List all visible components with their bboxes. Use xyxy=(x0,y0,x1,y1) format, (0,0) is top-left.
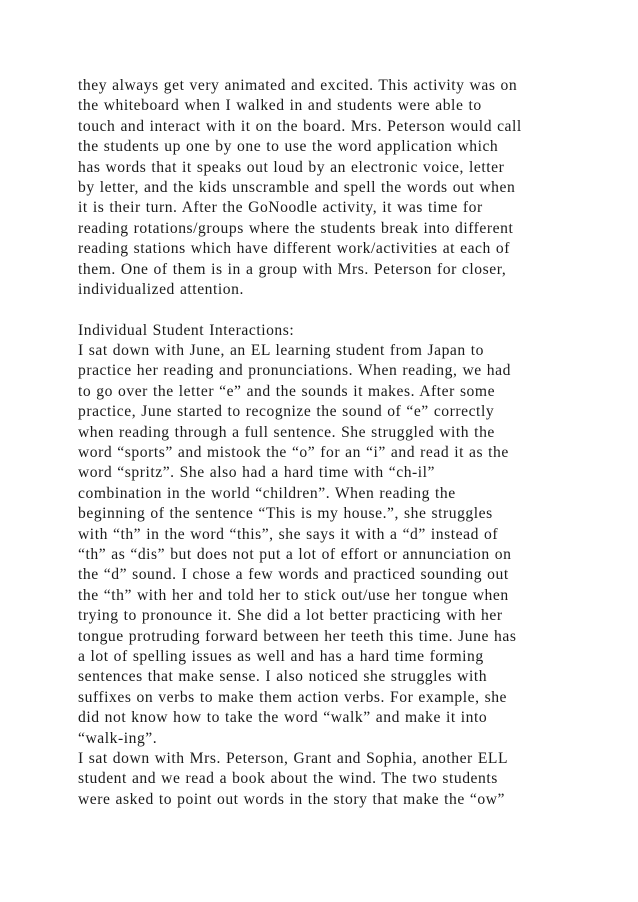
text-line: “th” as “dis” but does not put a lot of effort or annunciation on xyxy=(78,545,512,563)
paragraph-spacer xyxy=(78,300,578,320)
text-line: I sat down with Mrs. Peterson, Grant and Sophia, another ELL xyxy=(78,749,509,767)
text-line: when reading through a full sentence. She struggled with the xyxy=(78,423,495,441)
text-line: trying to pronounce it. She did a lot better practicing with her xyxy=(78,607,503,625)
text-line: it is their turn. After the GoNoodle activity, it was time for xyxy=(78,199,483,217)
text-line: word “sports” and mistook the “o” for an “i” and read it as the xyxy=(78,444,509,462)
text-line: practice, June started to recognize the sound of “e” correctly xyxy=(78,403,495,421)
paragraph-activity xyxy=(78,76,578,300)
text-line: by letter, and the kids unscramble and spell the words out when xyxy=(78,178,516,196)
text-line: the “d” sound. I chose a few words and practiced sounding out xyxy=(78,566,509,584)
text-line: I sat down with June, an EL learning student from Japan to xyxy=(78,342,485,360)
text-line: has words that it speaks out loud by an electronic voice, letter xyxy=(78,158,505,176)
text-line: they always get very animated and excited. This activity was on xyxy=(78,77,518,94)
document-body xyxy=(78,76,578,810)
text-line: the students up one by one to use the word application which xyxy=(78,138,499,156)
text-line: did not know how to take the word “walk” and make it into xyxy=(78,709,488,727)
paragraph-wind-book xyxy=(78,749,578,810)
text-line: sentences that make sense. I also noticed she struggles with xyxy=(78,668,488,686)
text-line: tongue protruding forward between her teeth this time. June has xyxy=(78,627,517,645)
text-line: the whiteboard when I walked in and students were able to xyxy=(78,97,482,115)
text-line: suffixes on verbs to make them action verbs. For example, she xyxy=(78,688,508,706)
text-line: combination in the world “children”. When reading the xyxy=(78,484,456,502)
text-line: touch and interact with it on the board. Mrs. Peterson would call xyxy=(78,117,522,135)
text-line: beginning of the sentence “This is my house.”, she struggles xyxy=(78,505,493,523)
text-line: student and we read a book about the wind. The two students xyxy=(78,770,498,788)
text-line: were asked to point out words in the story that make the “ow” xyxy=(78,790,506,808)
text-line: word “spritz”. She also had a hard time with “ch-il” xyxy=(78,464,436,482)
text-line: reading rotations/groups where the students break into different xyxy=(78,219,514,237)
text-line: “walk-ing”. xyxy=(78,729,158,747)
text-line: with “th” in the word “this”, she says it with a “d” instead of xyxy=(78,525,499,543)
text-line: practice her reading and pronunciations. When reading, we had xyxy=(78,362,511,380)
text-line: reading stations which have different work/activities at each of xyxy=(78,240,511,258)
text-line: them. One of them is in a group with Mrs. Peterson for closer, xyxy=(78,260,507,278)
text-line: a lot of spelling issues as well and has a hard time forming xyxy=(78,647,484,665)
text-line: the “th” with her and told her to stick out/use her tongue when xyxy=(78,586,509,604)
section-heading: Individual Student Interactions: xyxy=(78,321,295,339)
text-line: to go over the letter “e” and the sounds it makes. After some xyxy=(78,382,496,400)
paragraph-june xyxy=(78,341,578,749)
text-line: individualized attention. xyxy=(78,280,244,298)
